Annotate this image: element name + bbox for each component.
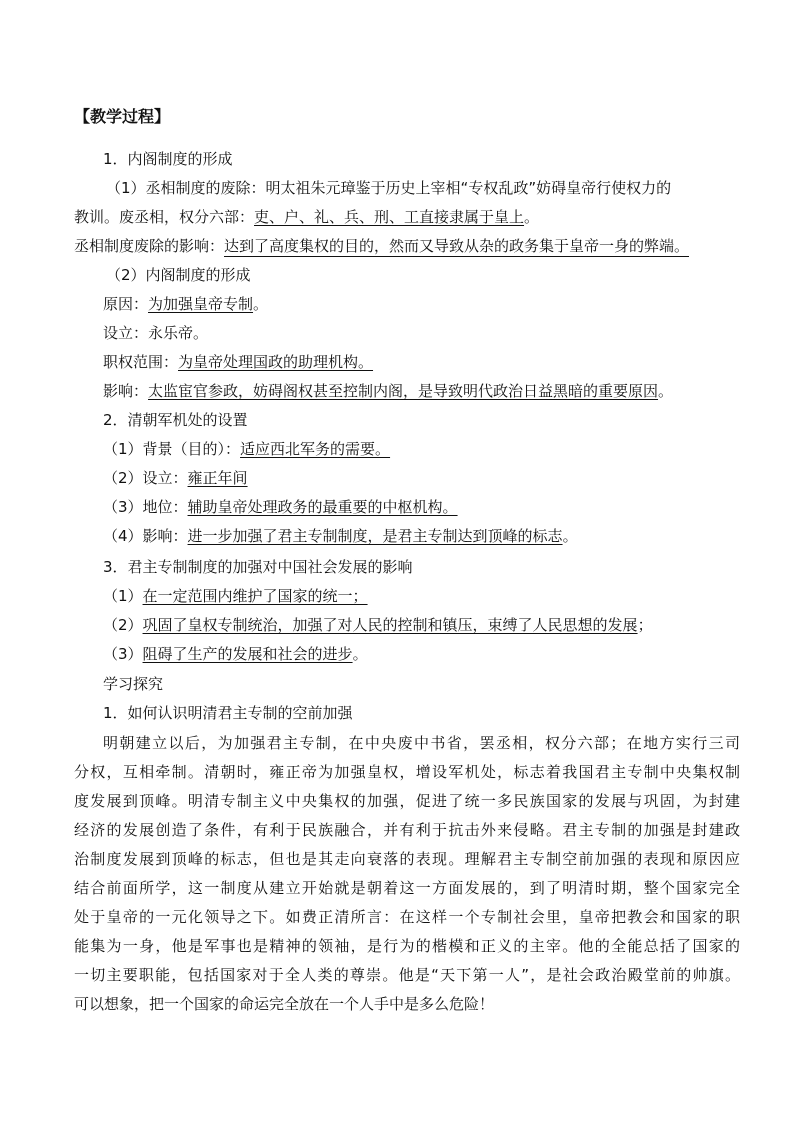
s2-item-2-label: （2）设立： bbox=[103, 469, 188, 487]
para-line: 结合前面所学，这一制度从建立开始就是朝着这一方面发展的，到了明清时期，整个国家完全 bbox=[74, 879, 740, 897]
s1-scope-label: 职权范围： bbox=[103, 353, 179, 371]
s1-p1-label: （1）丞相制度的废除： bbox=[106, 179, 266, 197]
para-line: 治制度发展到顶峰的标志，但也是其走向衰落的表现。理解君主专制空前加强的表现和原因应 bbox=[74, 850, 740, 868]
s3-item-1 bbox=[103, 586, 740, 606]
s3-item-3 bbox=[103, 644, 740, 664]
s1-reason-line bbox=[103, 294, 740, 314]
s2-item-3-label: （3）地位： bbox=[103, 498, 188, 516]
s3-item-2-text: 巩固了皇权专制统治，加强了对人民的控制和镇压，束缚了人民思想的发展 bbox=[142, 616, 638, 634]
s1-setup-line bbox=[103, 323, 740, 343]
para-line: 可以想象，把一个国家的命运完全放在一个人手中是多么危险！ bbox=[74, 995, 495, 1013]
section-3-title: 3．君主专制制度的加强对中国社会发展的影响 bbox=[103, 558, 413, 576]
para-line: 经济的发展创造了条件，有利于民族融合，并有利于抗击外来侵略。君主专制的加强是封建政 bbox=[74, 821, 740, 839]
s3-item-2 bbox=[103, 615, 740, 635]
s1-p2-title: （2）内阁制度的形成 bbox=[106, 266, 251, 284]
s3-item-2-post: ； bbox=[637, 616, 653, 634]
para-line: 一切主要职能，包括国家对于全人类的尊崇。他是“天下第一人”，是社会政治殿堂前的帅旗。 bbox=[74, 966, 740, 984]
para-line: 度发展到顶峰。明清专制主义中央集权的加强，促进了统一多民族国家的发展与巩固，为封建 bbox=[74, 792, 740, 810]
s1-p1-line1 bbox=[106, 178, 740, 198]
s1-p1-line2-post: 。 bbox=[524, 208, 540, 226]
s1-effect-label: 影响： bbox=[103, 382, 149, 400]
s1-p1-line2 bbox=[74, 207, 740, 227]
explore-question-1: 1．如何认识明清君主专制的空前加强 bbox=[103, 704, 353, 722]
s3-item-1-label: （1） bbox=[103, 587, 143, 605]
s1-setup-label: 设立： bbox=[103, 324, 149, 342]
s1-impact-label: 丞相制度废除的影响： bbox=[74, 237, 225, 255]
s1-scope-text: 为皇帝处理国政的助理机构。 bbox=[178, 353, 374, 371]
s1-effect-line bbox=[103, 381, 740, 401]
s1-setup-text: 永乐帝。 bbox=[148, 324, 209, 342]
s2-item-4-text: 进一步加强了君主专制制度，是君主专制达到顶峰的标志 bbox=[187, 527, 563, 545]
s2-item-1-label: （1）背景（目的）： bbox=[103, 440, 241, 458]
s2-item-1 bbox=[103, 439, 740, 459]
s3-item-2-label: （2） bbox=[103, 616, 143, 634]
explore-title: 学习探究 bbox=[103, 675, 164, 693]
s3-item-1-text: 在一定范围内维护了国家的统一； bbox=[142, 587, 368, 605]
para-line: 能集为一身，他是军事也是精神的领袖，是行为的楷模和正义的主宰。他的全能总括了国家的 bbox=[74, 937, 740, 955]
para-line: 处于皇帝的一元化领导之下。如费正清所言：在这样一个专制社会里，皇帝把教会和国家的职 bbox=[74, 908, 740, 926]
section-2-title: 2．清朝军机处的设置 bbox=[103, 411, 248, 429]
s2-item-1-text: 适应西北军务的需要。 bbox=[240, 440, 391, 458]
s1-effect-post: 。 bbox=[658, 382, 674, 400]
s2-item-2 bbox=[103, 468, 740, 488]
s3-item-3-label: （3） bbox=[103, 645, 143, 663]
s3-item-3-text: 阻碍了生产的发展和社会的进步 bbox=[142, 645, 353, 663]
s1-six-ministries: 吏、户、礼、兵、刑、工直接隶属于皇上 bbox=[254, 208, 525, 226]
section-heading: 【教学过程】 bbox=[74, 107, 171, 126]
s1-reason-post: 。 bbox=[253, 295, 269, 313]
s2-item-3 bbox=[103, 497, 740, 517]
s3-item-3-post: 。 bbox=[352, 645, 368, 663]
s1-impact-line bbox=[74, 236, 740, 256]
s1-p1-line2-pre: 教训。废丞相，权分六部： bbox=[74, 208, 255, 226]
s1-impact-text: 达到了高度集权的目的，然而又导致从杂的政务集于皇帝一身的弊端。 bbox=[224, 237, 690, 255]
para-line: 分权，互相牵制。清朝时，雍正帝为加强皇权，增设军机处，标志着我国君主专制中央集权制 bbox=[74, 763, 740, 781]
s1-p1-text: 明太祖朱元璋鉴于历史上宰相“专权乱政”妨碍皇帝行使权力的 bbox=[265, 179, 672, 197]
section-1-title: 1．内阁制度的形成 bbox=[103, 150, 233, 168]
s1-reason-label: 原因： bbox=[103, 295, 149, 313]
s2-item-4 bbox=[103, 526, 740, 546]
s1-effect-text: 太监宦官参政，妨碍阁权甚至控制内阁，是导致明代政治日益黑暗的重要原因 bbox=[148, 382, 659, 400]
s1-reason-text: 为加强皇帝专制 bbox=[148, 295, 254, 313]
s1-scope-line bbox=[103, 352, 740, 372]
para-line: 明朝建立以后，为加强君主专制，在中央废中书省，罢丞相，权分六部；在地方实行三司 bbox=[103, 734, 740, 752]
s2-item-4-post: 。 bbox=[562, 527, 578, 545]
s2-item-3-text: 辅助皇帝处理政务的最重要的中枢机构。 bbox=[187, 498, 458, 516]
s2-item-2-text: 雍正年间 bbox=[187, 469, 248, 487]
s2-item-4-label: （4）影响： bbox=[103, 527, 188, 545]
